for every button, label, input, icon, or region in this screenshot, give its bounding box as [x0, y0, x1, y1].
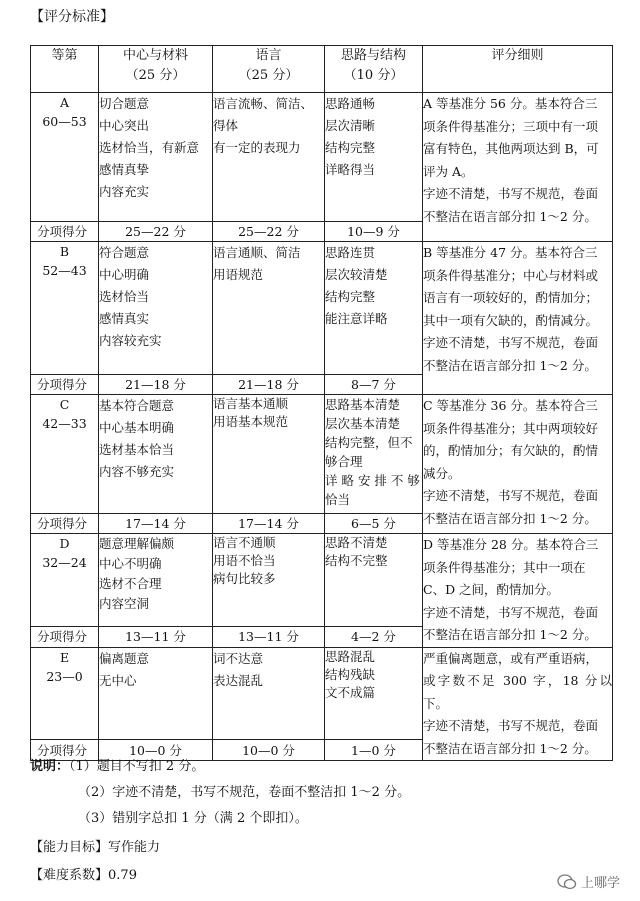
criteria-item: 恰当 — [325, 492, 351, 507]
criteria-item: 内容较充实 — [99, 333, 162, 348]
content-criteria — [99, 647, 213, 740]
criteria-item: 层次基本清楚 — [325, 416, 401, 431]
criteria-item: 题意理解偏颇 — [99, 536, 175, 551]
detail-cell — [423, 647, 613, 761]
detail-line: 项条件得基准分；其中一项在 — [423, 559, 586, 575]
criteria-item: 语言流畅、简洁、 — [213, 96, 314, 111]
header-language-title: 语言 — [255, 48, 282, 63]
detail-line: 字迹不清楚，书写不规范，卷面 — [423, 186, 599, 201]
score-label: 分项得分 — [31, 740, 99, 761]
detail-line: 评为 A。 — [423, 163, 474, 179]
structure-score: 4—2 分 — [325, 627, 423, 647]
criteria-item: 选材不合理 — [99, 576, 162, 591]
detail-line: 字迹不清楚，书写不规范，卷面 — [423, 604, 599, 620]
ability-value: 写作能力 — [108, 840, 161, 855]
criteria-item: 思路连贯 — [325, 245, 376, 260]
criteria-item: 偏离题意 — [99, 650, 150, 666]
detail-line: 不整洁在语言部分扣 1～2 分。 — [423, 208, 597, 224]
criteria-item: 内容空洞 — [99, 596, 150, 611]
language-score: 25—22 分 — [213, 222, 325, 242]
criteria-item: 语言基本通顺 — [213, 396, 289, 411]
grade-letter: E — [59, 649, 70, 665]
criteria-item: 语言通顺、简洁 — [213, 245, 301, 260]
section-title: 【评分标准】 — [30, 9, 114, 25]
criteria-item: 结构完整，但不 — [325, 435, 413, 450]
detail-line: 严重偏离题意，或有严重语病， — [423, 650, 599, 666]
header-content-title: 中心与材料 — [122, 48, 188, 63]
difficulty-line — [30, 864, 137, 883]
header-grade: 等第 — [31, 46, 99, 93]
criteria-item: 内容不够充实 — [99, 464, 175, 479]
header-language — [213, 46, 325, 93]
difficulty-label: 【难度系数】 — [30, 868, 109, 883]
criteria-item: 思路不清楚 — [325, 535, 388, 550]
grade-cell — [31, 647, 99, 740]
header-structure-points: （10 分） — [343, 68, 404, 83]
criteria-item: 有一定的表现力 — [213, 140, 301, 155]
criteria-item: 层次较清楚 — [325, 267, 388, 282]
detail-line: 不整洁在语言部分扣 1～2 分。 — [423, 357, 597, 373]
header-structure — [325, 46, 423, 93]
content-score: 25—22 分 — [99, 222, 213, 242]
difficulty-value: 0.79 — [108, 868, 137, 883]
criteria-item: 能注意详略 — [325, 311, 388, 326]
detail-line: 字迹不清楚，书写不规范，卷面 — [423, 718, 599, 733]
detail-cell — [423, 242, 613, 395]
criteria-item: 选材恰当 — [99, 289, 150, 304]
criteria-item: 用语不恰当 — [213, 553, 276, 568]
language-score: 13—11 分 — [213, 627, 325, 647]
detail-line: 项条件得基准分；三项中有一项 — [423, 118, 599, 134]
detail-line: D 等基准分 28 分。基本符合三 — [423, 537, 599, 552]
detail-line: 其中一项有欠缺的，酌情减分。 — [423, 312, 599, 328]
criteria-item: 结构残缺 — [325, 666, 376, 682]
criteria-item: 层次清晰 — [325, 118, 376, 133]
grade-cell — [31, 395, 99, 514]
content-criteria — [99, 242, 213, 375]
grade-cell — [31, 242, 99, 375]
content-criteria — [99, 395, 213, 514]
grade-row — [31, 242, 613, 375]
criteria-item: 结构不完整 — [325, 553, 388, 568]
criteria-item: 够合理 — [325, 454, 363, 469]
grade-range: 23—0 — [46, 668, 83, 684]
detail-line: 项条件得基准分；中心与材料或 — [423, 267, 599, 283]
watermark — [557, 872, 620, 891]
criteria-item: 中心不明确 — [99, 556, 162, 571]
content-criteria — [99, 93, 213, 222]
detail-line: 富有特色，其他两项达到 B，可 — [423, 141, 599, 156]
detail-line: 不整洁在语言部分扣 1～2 分。 — [423, 510, 597, 526]
criteria-item: 选材恰当，有新意 — [99, 140, 200, 155]
grade-range: 42—33 — [42, 416, 87, 431]
header-structure-title: 思路与结构 — [340, 48, 406, 63]
language-criteria — [213, 242, 325, 375]
structure-score: 6—5 分 — [325, 514, 423, 534]
structure-criteria — [325, 93, 423, 222]
detail-line: 或字数不足 300 字，18 分以下。 — [423, 673, 612, 711]
ability-line — [30, 836, 160, 855]
grade-row — [31, 395, 613, 514]
grade-range: 32—24 — [42, 555, 87, 570]
criteria-item: 无中心 — [99, 672, 137, 688]
criteria-item: 语言不通顺 — [213, 535, 276, 550]
detail-line: 字迹不清楚，书写不规范，卷面 — [423, 335, 599, 350]
criteria-item: 感情真实 — [99, 311, 150, 326]
detail-line: 语言有一项较好的，酌情加分； — [423, 290, 599, 305]
grade-letter: C — [59, 397, 70, 412]
criteria-item: 详 略 安 排 不 够 — [325, 473, 420, 488]
ability-label: 【能力目标】 — [30, 840, 109, 855]
grade-letter: A — [59, 95, 70, 110]
detail-line: 的，酌情加分；有欠缺的，酌情 — [423, 443, 599, 458]
grade-letter: B — [59, 244, 70, 259]
detail-line: A 等基准分 56 分。基本符合三 — [423, 96, 598, 111]
criteria-item: 感情真挚 — [99, 162, 150, 177]
score-label: 分项得分 — [31, 514, 99, 534]
rubric-table — [30, 45, 613, 761]
structure-score: 8—7 分 — [325, 375, 423, 395]
criteria-item: 内容充实 — [99, 184, 150, 199]
content-score: 17—14 分 — [99, 514, 213, 534]
criteria-item: 基本符合题意 — [99, 398, 175, 413]
grade-row — [31, 534, 613, 627]
notes-block — [30, 754, 410, 832]
detail-line: 不整洁在语言部分扣 1～2 分。 — [423, 627, 597, 642]
criteria-item: 得体 — [213, 118, 239, 133]
detail-line: 不整洁在语言部分扣 1～2 分。 — [423, 740, 597, 756]
header-content-points: （25 分） — [125, 68, 186, 83]
language-criteria — [213, 93, 325, 222]
grade-range: 52—43 — [42, 263, 87, 278]
detail-line: C 等基准分 36 分。基本符合三 — [423, 398, 598, 413]
language-criteria — [213, 534, 325, 627]
grade-range: 60—53 — [42, 114, 87, 129]
detail-line: C、D 之间，酌情加分。 — [423, 582, 560, 597]
grade-cell — [31, 534, 99, 627]
language-score: 17—14 分 — [213, 514, 325, 534]
criteria-item: 中心明确 — [99, 267, 150, 282]
structure-criteria — [325, 534, 423, 627]
criteria-item: 中心突出 — [99, 118, 150, 133]
note-line — [30, 754, 410, 780]
header-detail: 评分细则 — [423, 46, 613, 93]
language-criteria — [213, 395, 325, 514]
content-score: 21—18 分 — [99, 375, 213, 395]
criteria-item: 思路基本清楚 — [325, 397, 401, 412]
structure-score: 10—9 分 — [325, 222, 423, 242]
language-criteria — [213, 647, 325, 740]
notes-head: 说明： — [30, 759, 70, 774]
criteria-item: 表达混乱 — [213, 672, 264, 688]
grade-cell — [31, 93, 99, 222]
note-item: （2）字迹不清楚，书写不规范，卷面不整洁扣 1～2 分。 — [78, 785, 411, 800]
header-row — [31, 46, 613, 93]
detail-line: 字迹不清楚，书写不规范，卷面 — [423, 488, 599, 503]
grade-letter: D — [59, 536, 70, 551]
language-score: 21—18 分 — [213, 375, 325, 395]
content-score: 13—11 分 — [99, 627, 213, 647]
watermark-text: 上哪学 — [580, 876, 620, 891]
criteria-item: 思路混乱 — [325, 648, 376, 664]
language-score: 10—0 分 — [213, 740, 325, 761]
criteria-item: 符合题意 — [99, 245, 150, 260]
criteria-item: 切合题意 — [99, 96, 150, 111]
wechat-icon — [557, 874, 577, 890]
criteria-item: 词不达意 — [213, 650, 264, 666]
structure-criteria — [325, 242, 423, 375]
structure-criteria — [325, 395, 423, 514]
score-label: 分项得分 — [31, 222, 99, 242]
detail-line: B 等基准分 47 分。基本符合三 — [423, 245, 598, 260]
score-label: 分项得分 — [31, 627, 99, 647]
header-language-points: （25 分） — [238, 68, 299, 83]
criteria-item: 详略得当 — [325, 162, 376, 177]
note-item: （3）错别字总扣 1 分（满 2 个即扣）。 — [78, 811, 308, 826]
header-content — [99, 46, 213, 93]
structure-score: 1—0 分 — [325, 740, 423, 761]
criteria-item: 文不成篇 — [325, 684, 376, 700]
detail-cell — [423, 395, 613, 534]
criteria-item: 用语基本规范 — [213, 414, 289, 429]
criteria-item: 病句比较多 — [213, 571, 276, 586]
grade-row — [31, 647, 613, 740]
criteria-item: 中心基本明确 — [99, 420, 175, 435]
criteria-item: 结构完整 — [325, 140, 376, 155]
detail-cell — [423, 534, 613, 648]
criteria-item: 选材基本恰当 — [99, 442, 175, 457]
criteria-item: 结构完整 — [325, 289, 376, 304]
detail-line: 项条件得基准分；其中两项较好 — [423, 420, 599, 436]
detail-cell — [423, 93, 613, 242]
criteria-item: 思路通畅 — [325, 96, 376, 111]
criteria-item: 用语规范 — [213, 267, 264, 282]
content-score: 10—0 分 — [99, 740, 213, 761]
content-criteria — [99, 534, 213, 627]
grade-row — [31, 93, 613, 222]
structure-criteria — [325, 647, 423, 740]
detail-line: 减分。 — [423, 465, 461, 481]
score-label: 分项得分 — [31, 375, 99, 395]
note-item: （1）题目不写扣 2 分。 — [69, 759, 205, 774]
